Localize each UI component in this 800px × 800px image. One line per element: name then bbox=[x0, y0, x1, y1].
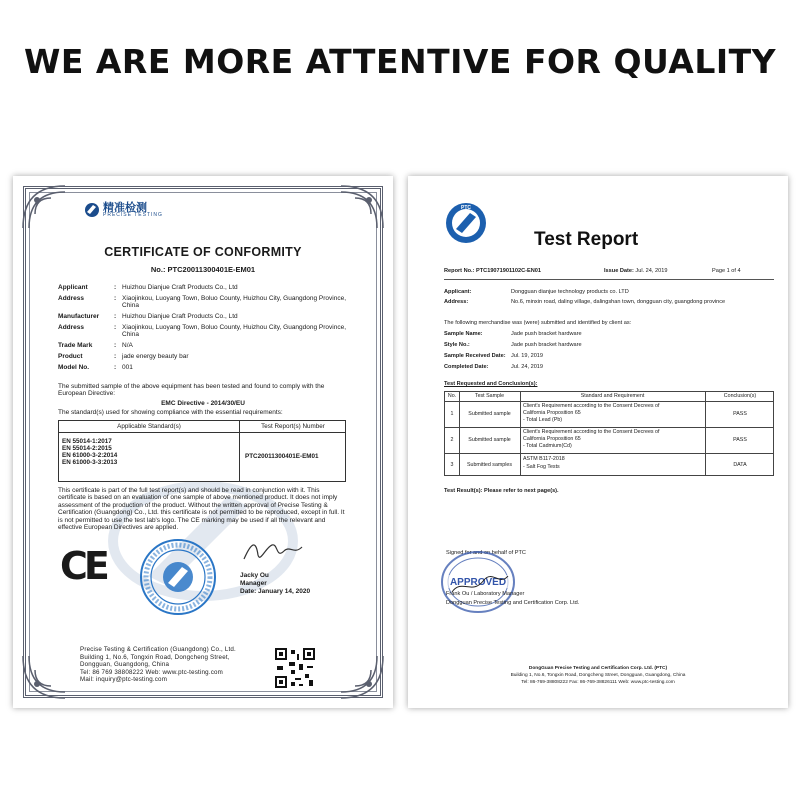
field-label: Applicant bbox=[58, 284, 88, 291]
row-requirement: - Total Lead (Pb) bbox=[523, 417, 563, 423]
field-value: Huizhou Dianjue Craft Products Co., Ltd bbox=[122, 313, 238, 320]
standard-item: EN 61000-3-3:2013 bbox=[62, 459, 118, 466]
certificate-intro: The submitted sample of the above equipment has been tested and found to comply with the European Directive: bbox=[58, 383, 325, 398]
table-header: Test Sample bbox=[474, 393, 505, 399]
corner-ornament-icon bbox=[339, 654, 385, 700]
certificate-logo-cn: 精准检测 bbox=[103, 202, 147, 214]
row-number: 3 bbox=[450, 462, 454, 468]
footer-line: Dongguan, Guangdong, China bbox=[80, 661, 170, 669]
address-label: Address: bbox=[444, 299, 469, 305]
style-no-value: Jade push bracket hardware bbox=[511, 342, 582, 348]
row-sample: Submitted sample bbox=[468, 411, 511, 417]
signer-name: Jacky Ou bbox=[240, 572, 269, 579]
field-label: Manufacturer bbox=[58, 313, 100, 320]
row-requirement: ASTM B117-2018 bbox=[523, 456, 565, 462]
row-conclusion: PASS bbox=[733, 411, 747, 417]
test-results-note: Test Result(s): Please refer to next page(s). bbox=[444, 488, 559, 494]
certificate-directive: EMC Directive - 2014/30/EU bbox=[161, 400, 245, 407]
row-requirement: California Proposition 65 bbox=[523, 410, 581, 416]
certificate-logo-en: PRECISE TESTING bbox=[103, 212, 163, 218]
stamp-text: APPROVED bbox=[449, 577, 507, 588]
table-header: No. bbox=[447, 393, 457, 399]
ptc-logo-text: PTC bbox=[461, 205, 471, 211]
standards-table bbox=[58, 420, 346, 482]
report-number: PTC19071901102C-EN01 bbox=[476, 268, 542, 274]
field-label: Model No. bbox=[58, 364, 90, 371]
certificate-title: CERTIFICATE OF CONFORMITY bbox=[104, 245, 302, 259]
row-requirement: - Total Cadmium(Cd) bbox=[523, 443, 572, 449]
field-value: 001 bbox=[122, 364, 133, 371]
applicant-label: Applicant: bbox=[444, 289, 472, 295]
address-value: No.6, minxin road, daling village, dalingshan town, dongguan city, guangdong province bbox=[511, 299, 726, 305]
report-footer-address: Building 1, No.6, Tongxin Road, Dongcheng Street, Dongguan, Guangdong, China bbox=[510, 673, 686, 678]
received-date-label: Sample Received Date: bbox=[444, 353, 506, 359]
standard-item: EN 55014-1:2017 bbox=[62, 438, 112, 445]
table-header: Standard and Requirement bbox=[580, 393, 645, 399]
certificate-standards-intro: The standard(s) used for showing compliance with the essential requirements: bbox=[58, 409, 283, 416]
field-value: Xiaojinkou, Luoyang Town, Boluo County, Huizhou City, Guangdong Province, China bbox=[122, 324, 347, 338]
row-number: 1 bbox=[450, 411, 454, 417]
row-requirement: Client's Requirement according to the Consent Decrees of bbox=[523, 429, 660, 435]
signer-title: Manager bbox=[240, 580, 267, 587]
report-footer-company: DongGuan Precise Testing and Certification Corp. Ltd. (PTC) bbox=[528, 666, 668, 671]
row-conclusion: DATA bbox=[733, 462, 747, 468]
sample-name-value: Jade push bracket hardware bbox=[511, 331, 582, 337]
report-divider bbox=[444, 279, 774, 280]
row-sample: Submitted samples bbox=[466, 462, 513, 468]
page-headline: WE ARE MORE ATTENTIVE FOR QUALITY bbox=[23, 42, 777, 81]
signature-icon bbox=[238, 537, 308, 567]
signer-company: Dongguan Precise Testing and Certification Corp. Ltd. bbox=[446, 600, 580, 606]
field-label: Product bbox=[58, 353, 83, 360]
corner-ornament-icon bbox=[21, 654, 67, 700]
field-value: Xiaojinkou, Luoyang Town, Boluo County, Huizhou City, Guangdong Province, China bbox=[122, 295, 347, 309]
signer-block bbox=[240, 572, 310, 596]
completed-date-value: Jul. 24, 2019 bbox=[511, 364, 544, 370]
testing-seal-icon bbox=[138, 537, 218, 617]
certificate-footer bbox=[80, 646, 236, 684]
standard-item: EN 55014-2:2015 bbox=[62, 445, 112, 452]
row-conclusion: PASS bbox=[733, 437, 747, 443]
field-label: Address bbox=[58, 324, 85, 331]
report-footer-contact: Tel: 86-769-38808222 Fax: 86-769-38826111 Web: www.ptc-testing.com bbox=[521, 680, 675, 685]
page-indicator: Page 1 of 4 bbox=[712, 268, 741, 274]
footer-line: Precise Testing & Certification (Guangdong) Co., Ltd. bbox=[80, 646, 236, 653]
table-header: Applicable Standard(s) bbox=[117, 423, 181, 430]
footer-line: Building 1, No.6, Tongxin Road, Dongcheng Street, bbox=[80, 653, 230, 661]
footer-line: Mail: inquiry@ptc-testing.com bbox=[80, 676, 168, 684]
received-date-value: Jul. 19, 2019 bbox=[511, 353, 544, 359]
row-requirement: California Proposition 65 bbox=[523, 436, 581, 442]
field-value: jade energy beauty bar bbox=[122, 353, 189, 360]
results-title: Test Requested and Conclusion(s): bbox=[444, 381, 538, 387]
footer-line: Tel: 86 769 38808222 Web: www.ptc-testing.com bbox=[80, 668, 224, 676]
certificate-notice: This certificate is part of the full test report(s) and should be read in conjunction with it. This certificate is based on an evaluation of one sample of above mentioned product. It does not imply assessment of the production of the product. Without the written approval of Precise Testing & Certification (Guangdong) Co., Ltd. this certificate is not permitted to be reproduced, except in full. It is not permitted to use the test lab's logo. The CE marking may be used if all the relevant and effective European Directives are applied. bbox=[58, 487, 345, 532]
certificate-number: No.: PTC20011300401E-EM01 bbox=[150, 265, 256, 274]
signer-line: Frank Ou / Laboratory Manager bbox=[446, 591, 525, 597]
signed-for-line: Signed for and on behalf of PTC bbox=[446, 550, 526, 556]
ptc-logo-icon bbox=[444, 201, 488, 245]
completed-date-label: Completed Date: bbox=[444, 364, 489, 370]
field-label: Address bbox=[58, 295, 85, 302]
table-header: Test Report(s) Number bbox=[261, 423, 325, 430]
ce-mark: CE bbox=[60, 544, 106, 588]
row-requirement: Client's Requirement according to the Consent Decrees of bbox=[523, 403, 660, 409]
standard-item: EN 61000-3-2:2014 bbox=[62, 452, 118, 459]
corner-ornament-icon bbox=[21, 184, 67, 230]
sample-name-label: Sample Name: bbox=[444, 331, 483, 337]
field-label: Trade Mark bbox=[58, 342, 93, 349]
certificate-date: Date: January 14, 2020 bbox=[240, 588, 311, 595]
corner-ornament-icon bbox=[339, 184, 385, 230]
table-header: Conclusion(s) bbox=[723, 393, 757, 399]
row-sample: Submitted sample bbox=[468, 437, 511, 443]
report-title: Test Report bbox=[534, 229, 639, 250]
conclusion-table bbox=[444, 391, 774, 476]
field-value: N/A bbox=[122, 342, 133, 349]
qr-code-icon bbox=[275, 648, 315, 688]
style-no-label: Style No.: bbox=[444, 342, 470, 348]
report-number-line: Report No.: PTC19071901102C-EN01 bbox=[444, 268, 542, 274]
merchandise-intro: The following merchandise was (were) submitted and identified by client as: bbox=[444, 320, 632, 326]
applicant-value: Dongguan dianjue technology products co. LTD bbox=[511, 289, 629, 295]
issue-date: Jul. 24, 2019 bbox=[635, 268, 668, 274]
row-requirement: - Salt Fog Tests bbox=[523, 464, 560, 470]
precise-testing-logo-icon bbox=[84, 202, 100, 218]
row-number: 2 bbox=[450, 437, 454, 443]
field-value: Huizhou Dianjue Craft Products Co., Ltd bbox=[122, 284, 238, 291]
issue-date-line: Issue Date: Jul. 24, 2019 bbox=[604, 268, 668, 274]
test-report-number: PTC20011300401E-EM01 bbox=[245, 453, 319, 460]
